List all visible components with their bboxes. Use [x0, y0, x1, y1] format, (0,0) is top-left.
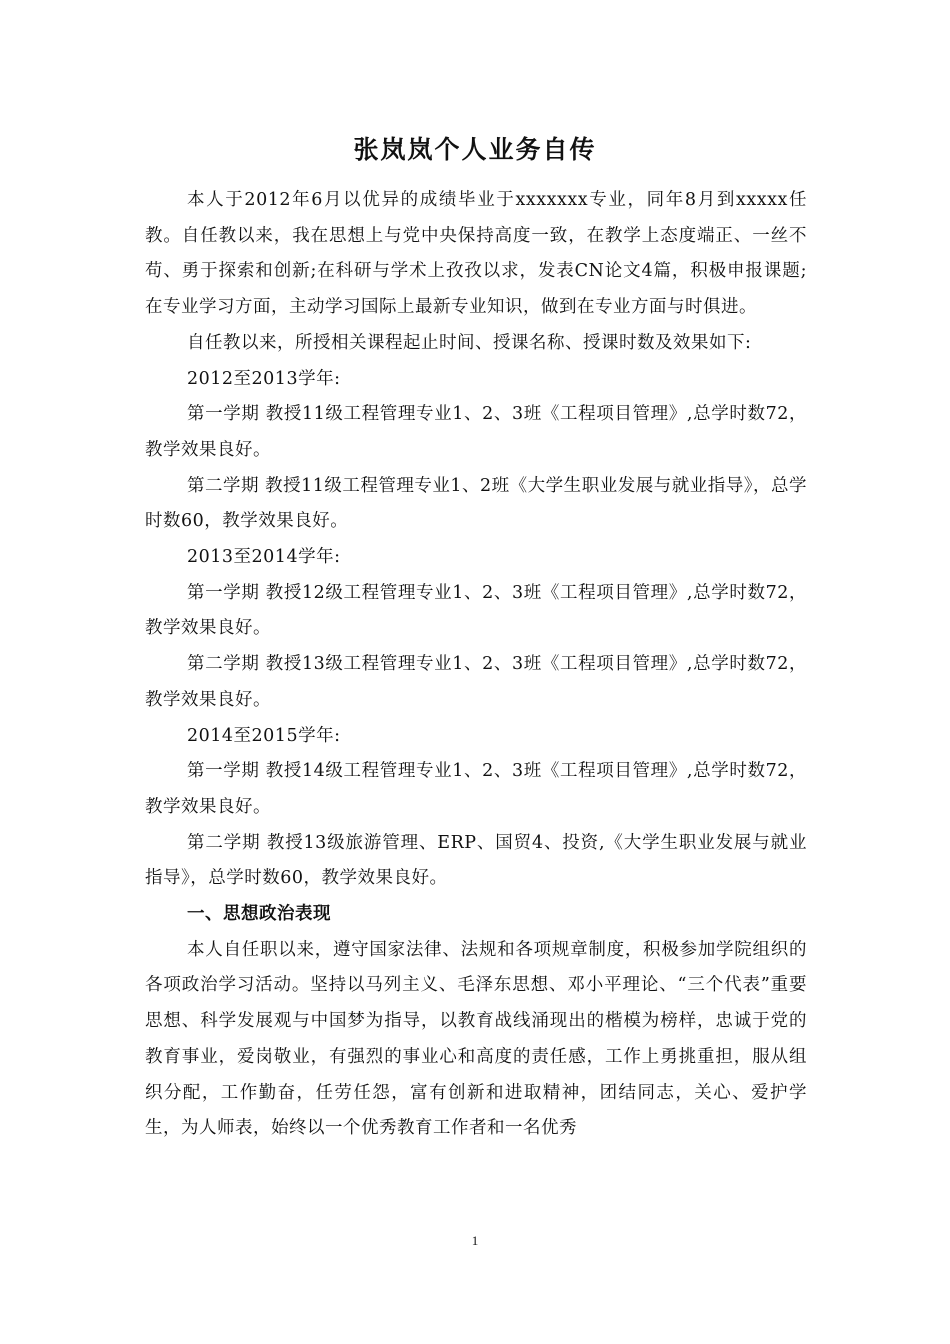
paragraph-intro: 本人于2012年6月以优异的成绩毕业于xxxxxxx专业，同年8月到xxxxx任教。自任教以来，我在思想上与党中央保持高度一致，在教学上态度端正、一丝不苟、勇于探索和创新;在科研与学术上孜孜以求，发表CN论文4篇，积极申报课题;在专业学习方面，主动学习国际上最新专业知识，做到在专业方面与时俱进。: [145, 190, 807, 318]
paragraph-2014-term-1: 第一学期 教授14级工程管理专业1、2、3班《工程项目管理》,总学时数72，教学效果良好。: [145, 761, 807, 817]
paragraph-political-performance: 本人自任职以来，遵守国家法律、法规和各项规章制度，积极参加学院组织的各项政治学习活动。坚持以马列主义、毛泽东思想、邓小平理论、“三个代表”重要思想、科学发展观与中国梦为指导，以教育战线涌现出的楷模为榜样，忠诚于党的教育事业，爱岗敬业，有强烈的事业心和高度的责任感，工作上勇挑重担，服从组织分配，工作勤奋，任劳任怨，富有创新和进取精神，团结同志，关心、爱护学生，为人师表，始终以一个优秀教育工作者和一名优秀: [145, 939, 807, 1139]
paragraph-year-2014: 2014至2015学年:: [187, 725, 341, 746]
paragraph-2014-term-2: 第二学期 教授13级旅游管理、ERP、国贸4、投资,《大学生职业发展与就业指导》，总学时数60，教学效果良好。: [145, 832, 807, 889]
document-title: 张岚岚个人业务自传: [353, 135, 597, 164]
section-heading-political: 一、思想政治表现: [187, 904, 331, 925]
paragraph-2012-term-1: 第一学期 教授11级工程管理专业1、2、3班《工程项目管理》,总学时数72，教学效果良好。: [145, 404, 807, 460]
paragraph-year-2012: 2012至2013学年:: [187, 368, 341, 389]
paragraph-courses-intro: 自任教以来，所授相关课程起止时间、授课名称、授课时数及效果如下:: [187, 332, 752, 353]
paragraph-2013-term-1: 第一学期 教授12级工程管理专业1、2、3班《工程项目管理》,总学时数72，教学效果良好。: [145, 582, 807, 639]
paragraph-2013-term-2: 第二学期 教授13级工程管理专业1、2、3班《工程项目管理》,总学时数72，教学效果良好。: [145, 654, 807, 710]
paragraph-year-2013: 2013至2014学年:: [187, 547, 341, 568]
document-body: [145, 183, 807, 1147]
page-number: 1: [471, 1233, 479, 1248]
paragraph-2012-term-2: 第二学期 教授11级工程管理专业1、2班《大学生职业发展与就业指导》，总学时数60，教学效果良好。: [145, 475, 807, 532]
